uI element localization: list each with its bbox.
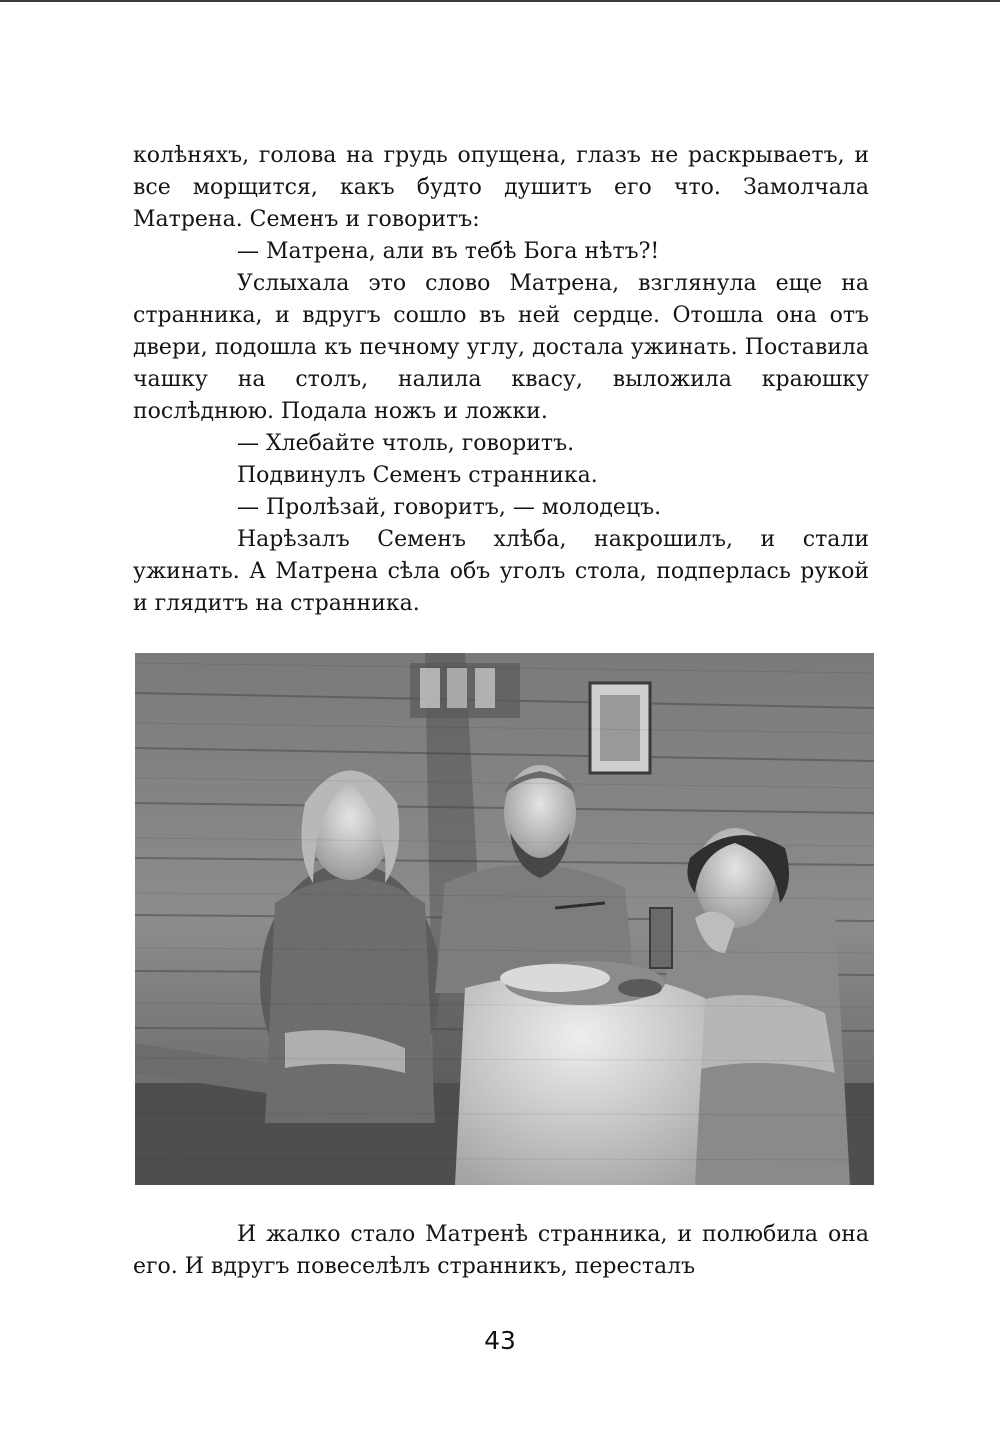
text-block-top <box>133 140 869 620</box>
paragraph: Нарѣзалъ Семенъ хлѣба, накрошилъ, и стали ужинать. А Матрена сѣла объ уголъ стола, подперлась рукой и глядитъ на странника. <box>133 527 869 616</box>
text-block-bottom <box>133 1219 869 1283</box>
illustration-engraving <box>135 653 874 1185</box>
page-top-border <box>0 0 1000 2</box>
paragraph: И жалко стало Матренѣ странника, и полюбила она его. И вдругъ повеселѣлъ странникъ, пересталъ <box>133 1222 869 1279</box>
paragraph: Подвинулъ Семенъ странника. <box>237 463 598 488</box>
paragraph: Услыхала это слово Матрена, взглянула еще на странника, и вдругъ сошло въ ней сердце. Отошла она отъ двери, подошла къ печному углу, достала ужинать. Поставила чашку на столъ, налила квасу, выложила краюшку послѣднюю. Подала ножъ и ложки. <box>133 271 869 424</box>
page-number: 43 <box>484 1326 516 1355</box>
paragraph: — Хлебайте чтоль, говоритъ. <box>237 431 575 456</box>
paragraph: колѣняхъ, голова на грудь опущена, глазъ не раскрываетъ, и все морщится, какъ будто душитъ его что. Замолчала Матрена. Семенъ и говоритъ: <box>133 143 869 232</box>
paragraph: — Матрена, али въ тебѣ Бога нѣтъ?! <box>237 239 660 264</box>
paragraph: — Пролѣзай, говоритъ, — молодецъ. <box>237 495 662 520</box>
